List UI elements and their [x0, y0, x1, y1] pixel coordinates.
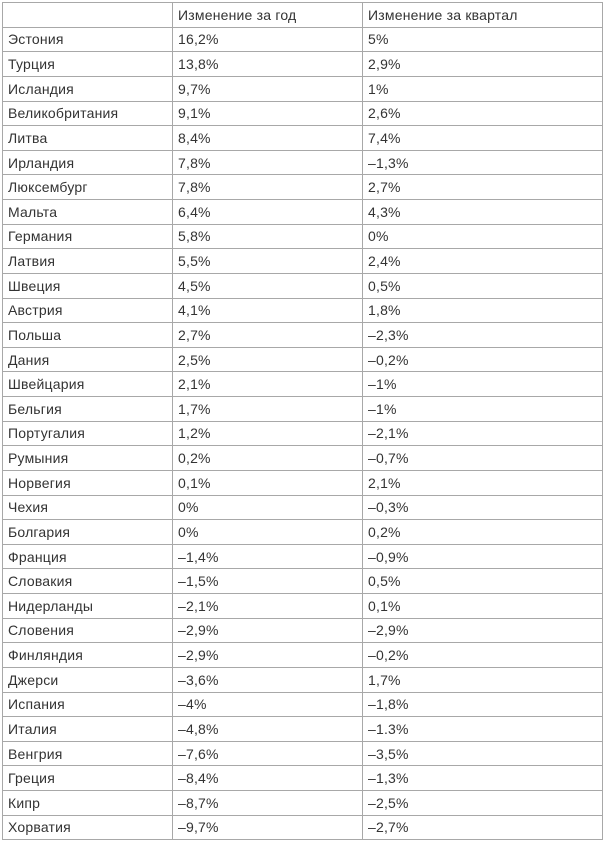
cell-country: Исландия — [3, 76, 173, 101]
cell-country: Австрия — [3, 298, 173, 323]
cell-country: Чехия — [3, 495, 173, 520]
cell-year-change: 7,8% — [173, 150, 363, 175]
table-row — [3, 372, 603, 397]
cell-country: Люксембург — [3, 175, 173, 200]
cell-quarter-change: –0,9% — [363, 544, 603, 569]
table-header-row — [3, 3, 603, 28]
cell-quarter-change: 2,9% — [363, 52, 603, 77]
cell-year-change: –9,7% — [173, 815, 363, 840]
cell-quarter-change: 2,7% — [363, 175, 603, 200]
table-row — [3, 446, 603, 471]
table-row — [3, 175, 603, 200]
cell-quarter-change: –2,1% — [363, 421, 603, 446]
cell-quarter-change: 0,1% — [363, 594, 603, 619]
cell-country: Литва — [3, 126, 173, 151]
cell-year-change: –1,4% — [173, 544, 363, 569]
cell-year-change: 13,8% — [173, 52, 363, 77]
cell-year-change: –8,7% — [173, 791, 363, 816]
cell-quarter-change: –2,3% — [363, 323, 603, 348]
cell-year-change: 8,4% — [173, 126, 363, 151]
cell-quarter-change: 0,5% — [363, 273, 603, 298]
cell-country: Нидерланды — [3, 594, 173, 619]
cell-year-change: 6,4% — [173, 200, 363, 225]
table-row — [3, 27, 603, 52]
cell-year-change: 0% — [173, 495, 363, 520]
cell-year-change: –2,9% — [173, 618, 363, 643]
cell-quarter-change: 5% — [363, 27, 603, 52]
cell-country: Польша — [3, 323, 173, 348]
cell-country: Швейцария — [3, 372, 173, 397]
cell-country: Дания — [3, 347, 173, 372]
cell-country: Ирландия — [3, 150, 173, 175]
cell-quarter-change: 0,5% — [363, 569, 603, 594]
cell-country: Бельгия — [3, 397, 173, 422]
header-quarter-change: Изменение за квартал — [363, 3, 603, 28]
cell-year-change: 9,1% — [173, 101, 363, 126]
cell-year-change: 2,1% — [173, 372, 363, 397]
cell-quarter-change: 1,7% — [363, 667, 603, 692]
table-row — [3, 347, 603, 372]
cell-year-change: 7,8% — [173, 175, 363, 200]
cell-country: Швеция — [3, 273, 173, 298]
table-row — [3, 76, 603, 101]
table-row — [3, 791, 603, 816]
table-row — [3, 200, 603, 225]
table-row — [3, 273, 603, 298]
cell-year-change: 2,7% — [173, 323, 363, 348]
cell-country: Германия — [3, 224, 173, 249]
cell-country: Норвегия — [3, 470, 173, 495]
cell-quarter-change: 4,3% — [363, 200, 603, 225]
cell-quarter-change: –0,2% — [363, 643, 603, 668]
cell-country: Словакия — [3, 569, 173, 594]
header-country — [3, 3, 173, 28]
cell-year-change: 16,2% — [173, 27, 363, 52]
cell-country: Словения — [3, 618, 173, 643]
table-row — [3, 667, 603, 692]
table-row — [3, 421, 603, 446]
cell-country: Италия — [3, 717, 173, 742]
cell-quarter-change: –0,3% — [363, 495, 603, 520]
cell-year-change: –3,6% — [173, 667, 363, 692]
cell-quarter-change: –0,2% — [363, 347, 603, 372]
table-row — [3, 717, 603, 742]
cell-year-change: 4,1% — [173, 298, 363, 323]
cell-quarter-change: 1% — [363, 76, 603, 101]
cell-quarter-change: 7,4% — [363, 126, 603, 151]
cell-year-change: 0,1% — [173, 470, 363, 495]
cell-quarter-change: –3,5% — [363, 741, 603, 766]
page — [2, 2, 603, 840]
table-row — [3, 126, 603, 151]
cell-country: Великобритания — [3, 101, 173, 126]
cell-quarter-change: –2,5% — [363, 791, 603, 816]
table-row — [3, 741, 603, 766]
table-row — [3, 594, 603, 619]
price-change-table — [2, 2, 603, 840]
cell-quarter-change: 2,4% — [363, 249, 603, 274]
cell-year-change: –2,9% — [173, 643, 363, 668]
cell-year-change: 5,5% — [173, 249, 363, 274]
cell-country: Финляндия — [3, 643, 173, 668]
table-row — [3, 618, 603, 643]
cell-quarter-change: –1% — [363, 397, 603, 422]
cell-year-change: 1,2% — [173, 421, 363, 446]
cell-quarter-change: –2,9% — [363, 618, 603, 643]
cell-quarter-change: –1,8% — [363, 692, 603, 717]
cell-quarter-change: –1.3% — [363, 717, 603, 742]
cell-country: Джерси — [3, 667, 173, 692]
header-year-change: Изменение за год — [173, 3, 363, 28]
table-row — [3, 815, 603, 840]
cell-year-change: 2,5% — [173, 347, 363, 372]
cell-country: Латвия — [3, 249, 173, 274]
cell-year-change: 0,2% — [173, 446, 363, 471]
table-row — [3, 101, 603, 126]
cell-year-change: 9,7% — [173, 76, 363, 101]
cell-country: Португалия — [3, 421, 173, 446]
cell-quarter-change: 0,2% — [363, 520, 603, 545]
cell-country: Испания — [3, 692, 173, 717]
cell-quarter-change: –1,3% — [363, 150, 603, 175]
cell-year-change: –7,6% — [173, 741, 363, 766]
cell-year-change: 0% — [173, 520, 363, 545]
cell-year-change: –1,5% — [173, 569, 363, 594]
table-row — [3, 224, 603, 249]
table-row — [3, 470, 603, 495]
cell-quarter-change: 0% — [363, 224, 603, 249]
cell-quarter-change: 2,6% — [363, 101, 603, 126]
cell-country: Венгрия — [3, 741, 173, 766]
cell-country: Мальта — [3, 200, 173, 225]
cell-country: Хорватия — [3, 815, 173, 840]
cell-year-change: 1,7% — [173, 397, 363, 422]
table-row — [3, 692, 603, 717]
cell-quarter-change: 1,8% — [363, 298, 603, 323]
cell-quarter-change: 2,1% — [363, 470, 603, 495]
table-row — [3, 150, 603, 175]
cell-country: Румыния — [3, 446, 173, 471]
cell-year-change: 4,5% — [173, 273, 363, 298]
table-row — [3, 569, 603, 594]
table-row — [3, 298, 603, 323]
cell-country: Греция — [3, 766, 173, 791]
cell-year-change: –8,4% — [173, 766, 363, 791]
table-row — [3, 766, 603, 791]
cell-year-change: –2,1% — [173, 594, 363, 619]
cell-quarter-change: –1% — [363, 372, 603, 397]
table-row — [3, 52, 603, 77]
cell-year-change: 5,8% — [173, 224, 363, 249]
cell-quarter-change: –2,7% — [363, 815, 603, 840]
cell-year-change: –4,8% — [173, 717, 363, 742]
cell-country: Франция — [3, 544, 173, 569]
cell-quarter-change: –1,3% — [363, 766, 603, 791]
table-row — [3, 520, 603, 545]
table-row — [3, 397, 603, 422]
table-body — [3, 27, 603, 840]
cell-country: Турция — [3, 52, 173, 77]
cell-country: Кипр — [3, 791, 173, 816]
cell-country: Болгария — [3, 520, 173, 545]
table-row — [3, 643, 603, 668]
cell-year-change: –4% — [173, 692, 363, 717]
table-row — [3, 249, 603, 274]
table-row — [3, 544, 603, 569]
table-row — [3, 323, 603, 348]
cell-quarter-change: –0,7% — [363, 446, 603, 471]
cell-country: Эстония — [3, 27, 173, 52]
table-row — [3, 495, 603, 520]
